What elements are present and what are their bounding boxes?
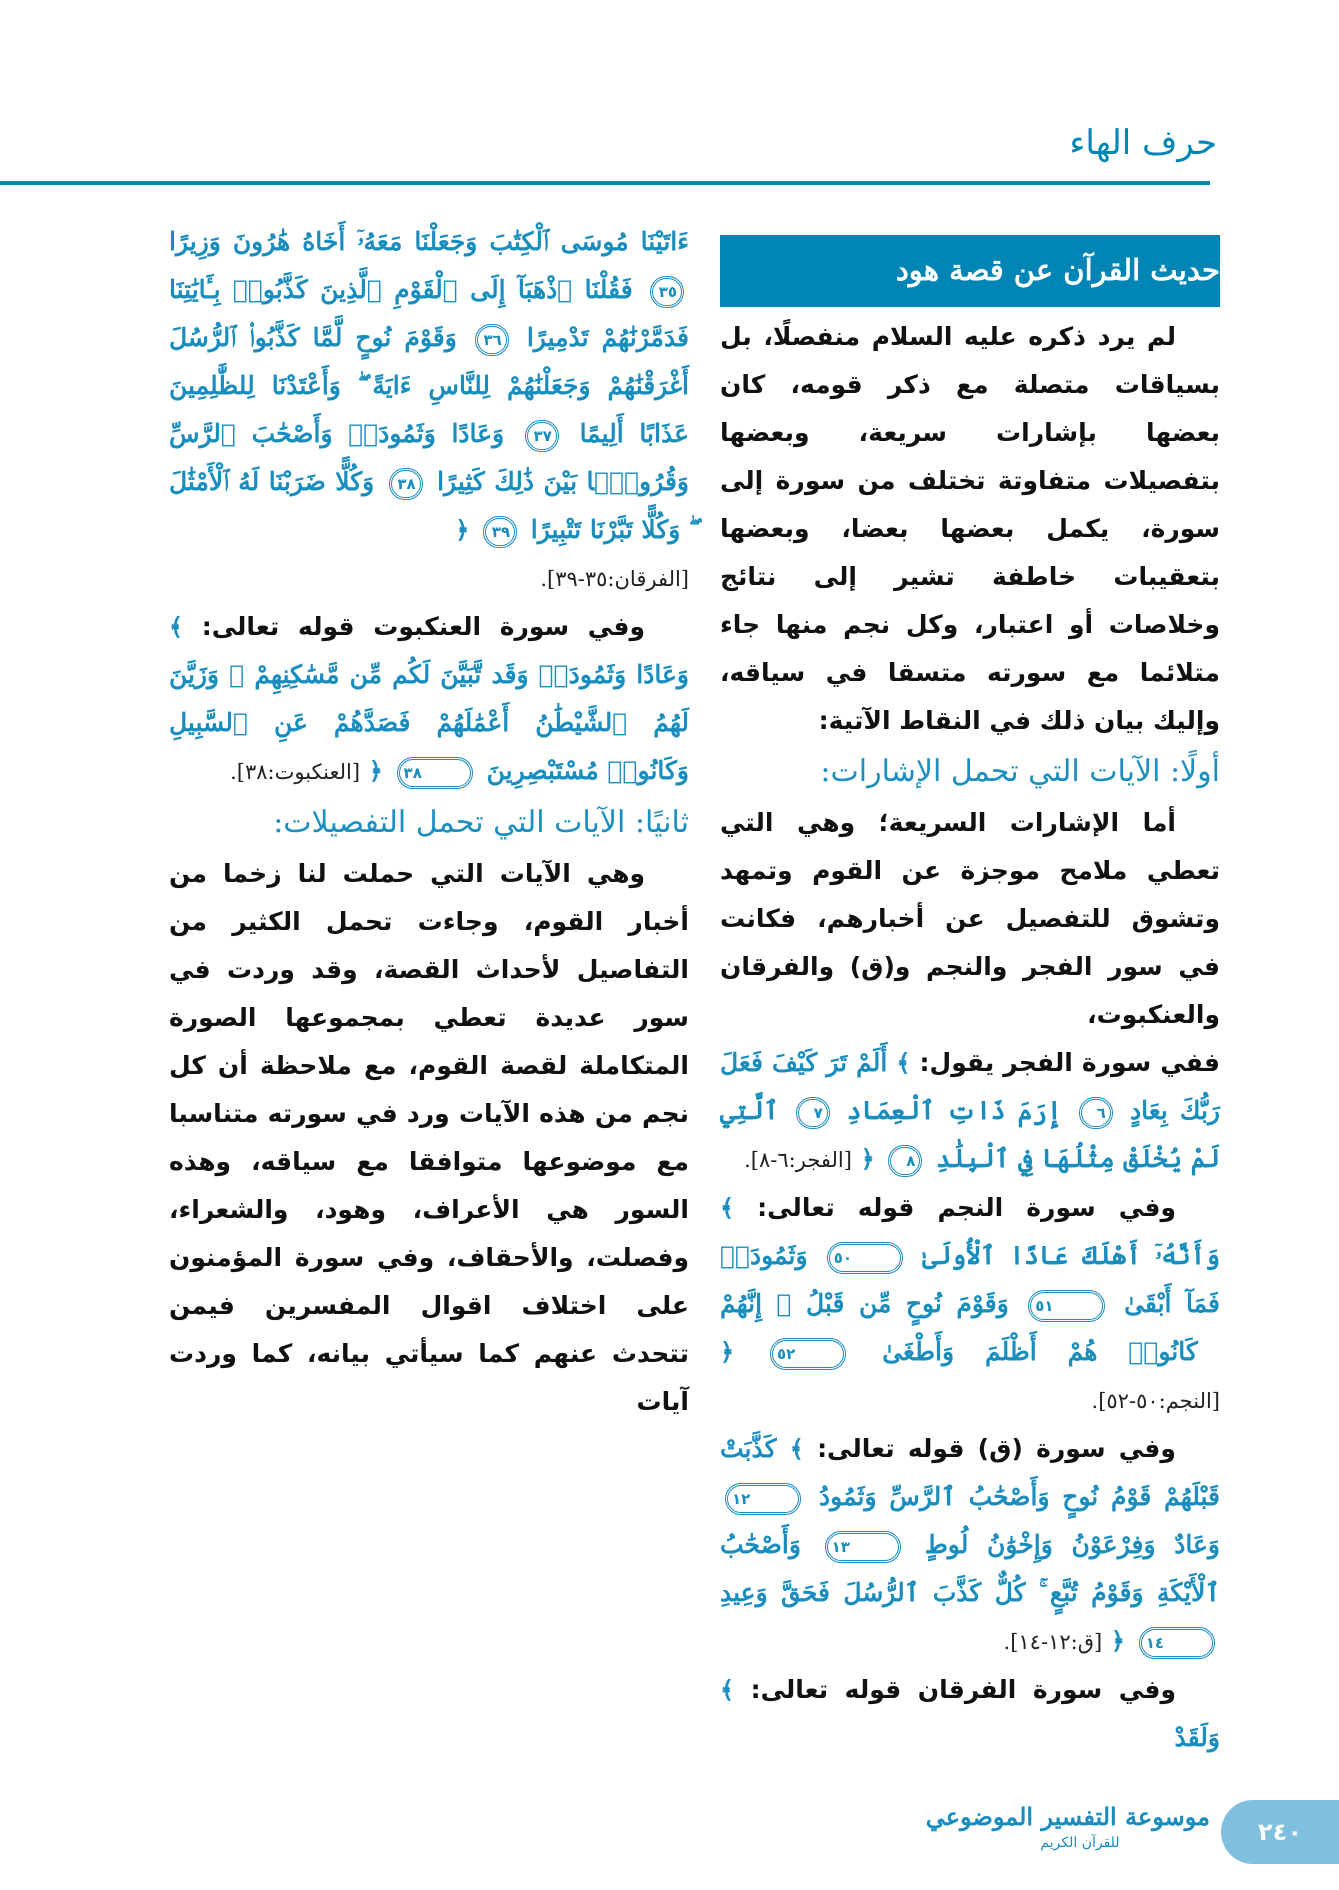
qaf-block xyxy=(720,1425,1220,1666)
najm-verse-50: وَأَنَّهُۥٓ أَهْلَكَ عَادًا ٱلْأُولَىٰ xyxy=(922,1241,1220,1270)
ayah-number-icon: ٥٠ xyxy=(827,1242,903,1274)
ayah-number-icon: ٣٥ xyxy=(650,276,684,308)
fajr-verse-6: أَلَمْ تَرَ كَيْفَ فَعَلَ رَبُّكَ بِعَادٍ xyxy=(720,1048,1220,1125)
furqan-verse-36: فَقُلْنَا ٱذْهَبَآ إِلَى ٱلْقَوْمِ ٱلَّذِينَ كَذَّبُوا۟ بِـَٔايَٰتِنَا فَدَمَّرْنَٰهُمْ تَدْمِيرًا xyxy=(169,275,689,352)
qaf-verse-14: وَأَصْحَٰبُ ٱلْأَيْكَةِ وَقَوْمُ تُبَّعٍ ۚ كُلٌّ كَذَّبَ ٱلرُّسُلَ فَحَقَّ وَعِيدِ xyxy=(720,1530,1220,1607)
ayah-number-icon: ٦ xyxy=(1079,1097,1113,1129)
ankabut-verse-38: وَعَادًا وَثَمُودَا۟ وَقَد تَّبَيَّنَ لَكُم مِّن مَّسَٰكِنِهِمْ ۖ وَزَيَّنَ لَهُمُ ٱلشَّيْطَٰنُ أَعْمَٰلَهُمْ فَصَدَّهُمْ عَنِ ٱلسَّبِيلِ وَكَانُوا۟ مُسْتَبْصِرِينَ xyxy=(169,660,689,785)
ornate-bracket-close-icon: ﴿ xyxy=(860,1144,875,1173)
logo-title: موسوعة التفسير الموضوعي xyxy=(925,1802,1210,1831)
ankabut-intro: وفي سورة العنكبوت قوله تعالى: xyxy=(201,612,645,641)
paragraph-details: وهي الآيات التي حملت لنا زخما من أخبار القوم، وجاءت تحمل الكثير من التفاصيل لأحداث القصة، وقد وردت في سور عديدة تعطي بمجموعها الصورة المتكاملة لقصة القوم، مع ملاحظة أن كل نجم من هذه الآيات ورد في سورته متناسبا مع موضوعها متوافقا مع سياقه، وهذه السور هي الأعراف، وهود، والشعراء، وفصلت، والأحقاف، وفي سورة المؤمنون على اختلاف اقوال المفسرين فيمن تتحدث عنهم كما سيأتي بيانه، كما وردت آيات xyxy=(169,859,689,1416)
furqan-verse-37: وَقَوْمَ نُوحٍ لَّمَّا كَذَّبُوا۟ ٱلرُّسُلَ أَغْرَقْنَٰهُمْ وَجَعَلْنَٰهُمْ لِلنَّاسِ ءَايَةً ۖ وَأَعْتَدْنَا لِلظَّٰلِمِينَ عَذَابًا أَلِيمًا xyxy=(169,323,689,448)
ornate-bracket-close-icon: ﴿ xyxy=(368,756,383,785)
furqan-intro: وفي سورة الفرقان قوله تعالى: xyxy=(750,1675,1176,1704)
fajr-block xyxy=(720,1039,1220,1184)
ayah-number-icon: ٣٨ xyxy=(397,757,473,789)
ayah-number-icon: ٧ xyxy=(796,1097,830,1129)
header-divider xyxy=(0,181,1210,185)
ornate-bracket-close-icon: ﴿ xyxy=(1110,1626,1125,1655)
ornate-bracket-open-icon: ﴾ xyxy=(720,1193,735,1222)
fajr-verse-7: إِرَمَ ذَاتِ ٱلْعِمَادِ xyxy=(846,1096,1062,1125)
fajr-reference: [الفجر:٦-٨]. xyxy=(744,1148,852,1172)
ornate-bracket-close-icon: ﴿ xyxy=(455,515,470,544)
section-banner: حديث القرآن عن قصة هود xyxy=(720,235,1220,307)
ayah-number-icon: ٣٧ xyxy=(525,420,559,452)
ornate-bracket-open-icon: ﴾ xyxy=(169,612,184,641)
ayah-number-icon: ١٢ xyxy=(725,1483,801,1515)
ayah-number-icon: ١٤ xyxy=(1139,1627,1215,1659)
najm-block xyxy=(720,1184,1220,1425)
heading-second-point: ثانيًا: الآيات التي تحمل التفصيلات: xyxy=(273,805,689,840)
ayah-number-icon: ٥٢ xyxy=(770,1338,846,1370)
heading-first-point: أولًا: الآيات التي تحمل الإشارات: xyxy=(820,754,1220,789)
furqan-verse-38: وَعَادًا وَثَمُودَا۟ وَأَصْحَٰبَ ٱلرَّسِّ وَقُرُونًۢا بَيْنَ ذَٰلِكَ كَثِيرًا xyxy=(169,419,689,496)
ankabut-block xyxy=(169,603,689,796)
furqan-reference-line xyxy=(169,554,689,603)
qaf-verse-12: كَذَّبَتْ قَبْلَهُمْ قَوْمُ نُوحٍ وَأَصْحَٰبُ ٱلرَّسِّ وَثَمُودُ xyxy=(720,1434,1220,1511)
ayah-number-icon: ٣٦ xyxy=(475,324,509,356)
furqan-intro-block xyxy=(720,1666,1220,1762)
ayah-number-icon: ١٣ xyxy=(825,1531,901,1563)
chapter-title: حرف الهاء xyxy=(1069,123,1217,163)
right-column xyxy=(720,235,1220,1762)
qaf-verse xyxy=(720,1434,1220,1655)
page-number-badge: ٢٤٠ xyxy=(1221,1800,1339,1864)
najm-reference: [النجم:٥٠-٥٢]. xyxy=(1091,1389,1220,1413)
furqan-verse-block xyxy=(169,218,689,554)
najm-verse-52: وَقَوْمَ نُوحٍ مِّن قَبْلُ ۖ إِنَّهُمْ كَانُوا۟ هُمْ أَظْلَمَ وَأَطْغَىٰ xyxy=(720,1289,1198,1366)
najm-intro: وفي سورة النجم قوله تعالى: xyxy=(757,1193,1176,1222)
qaf-reference: [ق:١٢-١٤]. xyxy=(1003,1630,1103,1654)
ornate-bracket-close-icon: ﴿ xyxy=(720,1337,735,1366)
encyclopedia-logo xyxy=(925,1800,1210,1852)
ornate-bracket-open-icon: ﴾ xyxy=(896,1048,911,1077)
furqan-first-word: وَلَقَدْ xyxy=(1174,1723,1220,1752)
ankabut-reference: [العنكبوت:٣٨]. xyxy=(230,760,361,784)
intro-paragraph: لم يرد ذكره عليه السلام منفصلًا، بل بسياقات متصلة مع ذكر قومه، كان بعضها بإشارات سريعة، وبعضها بتفصيلات متفاوتة تختلف من سورة إلى سورة، يكمل بعضها بعضا، وبعضها بتعقيبات خاطفة تشير إلى نتائج وخلاصات أو اعتبار، وكل نجم منها جاء متلائما مع سورته متسقا في سياقه، وإليك بيان ذلك في النقاط الآتية: xyxy=(720,322,1220,735)
ornate-bracket-open-icon: ﴾ xyxy=(720,1675,735,1704)
paragraph-signals: أما الإشارات السريعة؛ وهي التي تعطي ملامح موجزة عن القوم وتمهد وتشوق للتفصيل عن أخبارهم، فكانت في سور الفجر والنجم و(ق) والفرقان والعنكبوت، xyxy=(720,808,1220,1029)
logo-subtitle: للقرآن الكريم xyxy=(1040,1835,1120,1851)
najm-verse-51: وَثَمُودَا۟ فَمَآ أَبْقَىٰ xyxy=(720,1241,1220,1318)
ornate-bracket-open-icon: ﴾ xyxy=(789,1434,804,1463)
furqan-verse-35: ءَاتَيْنَا مُوسَى ٱلْكِتَٰبَ وَجَعَلْنَا مَعَهُۥٓ أَخَاهُ هَٰرُونَ وَزِيرًا xyxy=(169,227,689,256)
ayah-number-icon: ٥١ xyxy=(1028,1290,1104,1322)
ayah-number-icon: ٣٩ xyxy=(483,516,517,548)
fajr-intro: ففي سورة الفجر يقول: xyxy=(919,1048,1220,1077)
qaf-intro: وفي سورة (ق) قوله تعالى: xyxy=(817,1434,1176,1463)
fajr-verse-8: ٱلَّتِي لَمْ يُخْلَقْ مِثْلُهَا فِي ٱلْبِلَٰدِ xyxy=(720,1096,1220,1173)
furqan-verse-39: وَكُلًّا ضَرَبْنَا لَهُ ٱلْأَمْثَٰلَ ۖ وَكُلًّا تَبَّرْنَا تَتْبِيرًا xyxy=(169,467,689,544)
qaf-verse-13: وَعَادٌ وَفِرْعَوْنُ وَإِخْوَٰنُ لُوطٍ xyxy=(924,1530,1220,1559)
ayah-number-icon: ٨ xyxy=(888,1145,922,1177)
furqan-reference: [الفرقان:٣٥-٣٩]. xyxy=(540,567,689,591)
ayah-number-icon: ٣٨ xyxy=(389,468,423,500)
left-column xyxy=(169,218,689,1426)
